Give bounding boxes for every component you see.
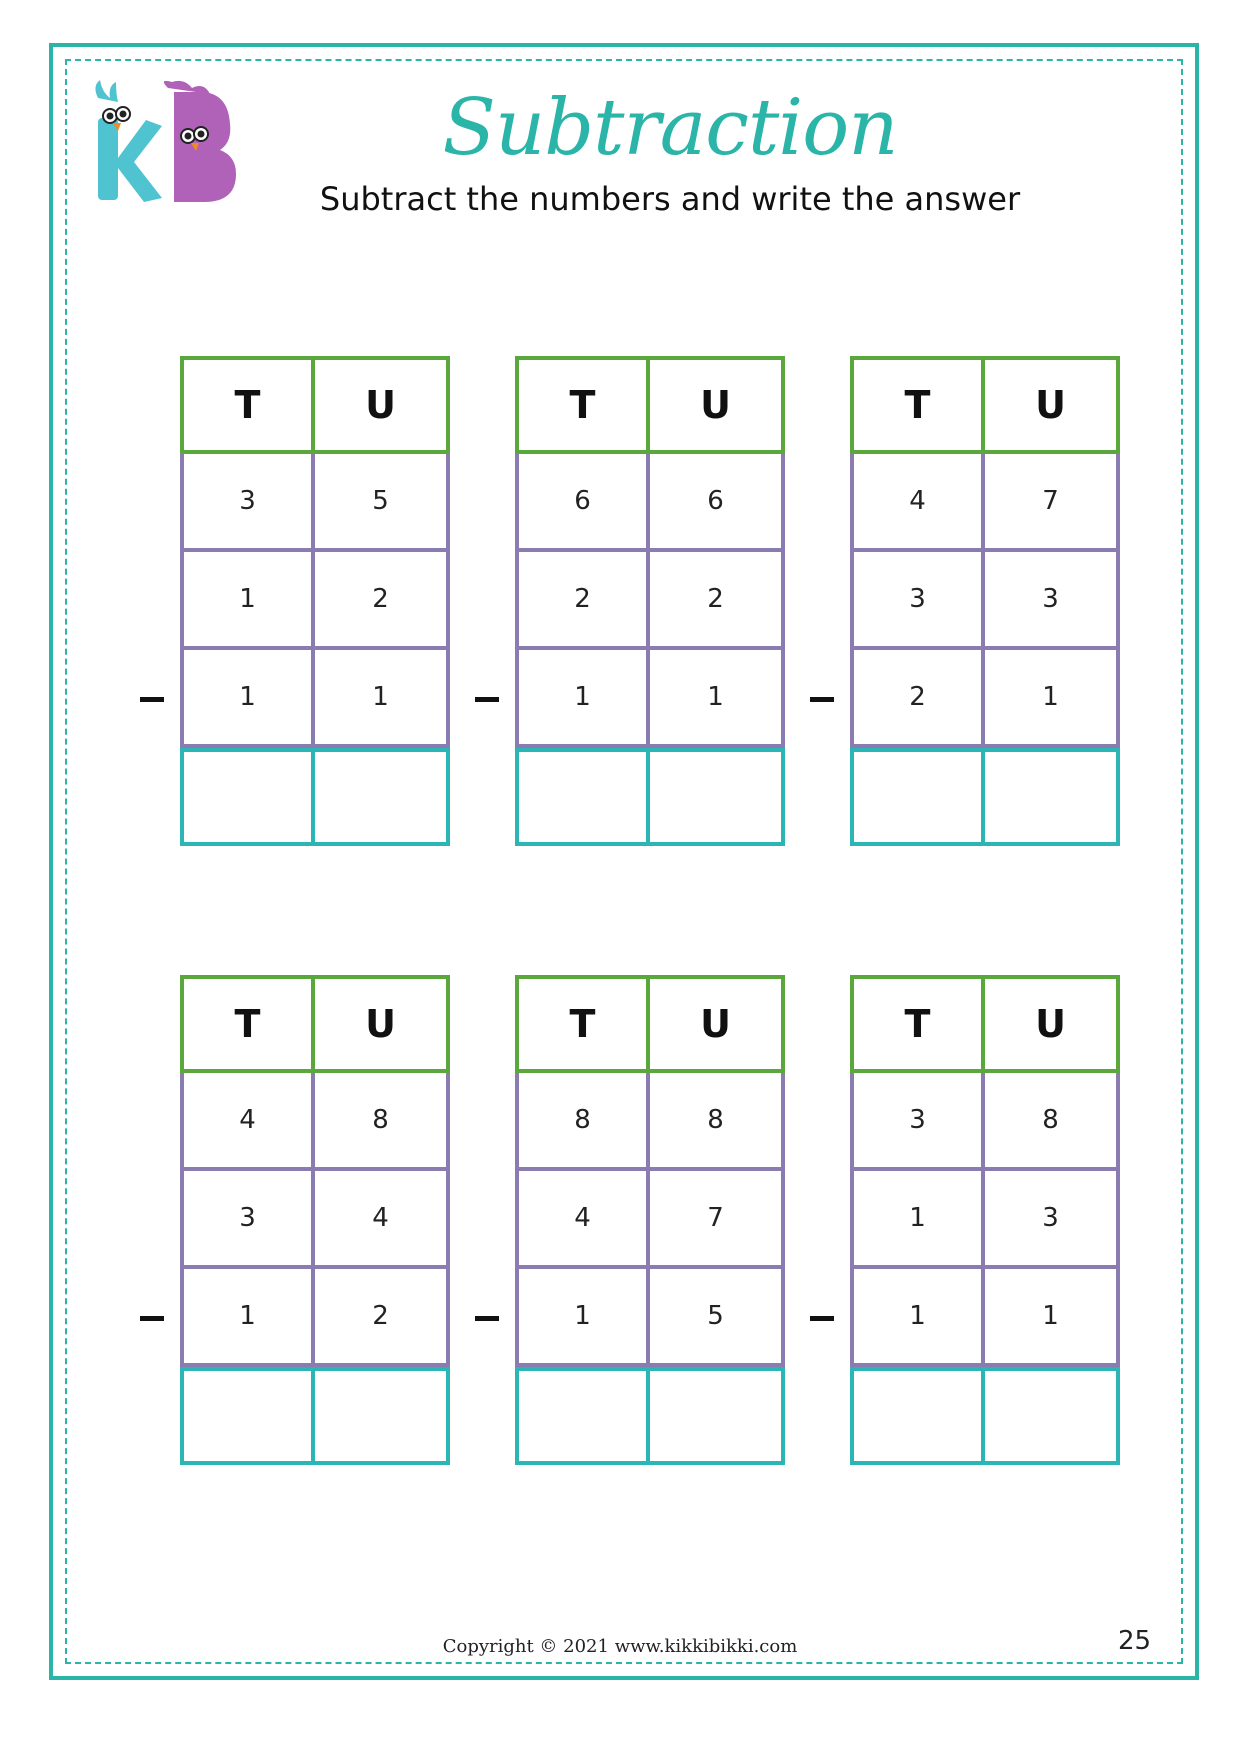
minus-sign — [140, 1316, 164, 1321]
tens-digit: 4 — [180, 1073, 315, 1171]
copyright-footer: Copyright © 2021 www.kikkibikki.com — [442, 1636, 798, 1657]
place-value-grid — [515, 975, 785, 1465]
units-digit: 1 — [650, 650, 785, 748]
units-digit: 2 — [315, 1269, 450, 1367]
minus-sign — [140, 697, 164, 702]
tens-digit: 1 — [850, 1171, 985, 1269]
minus-sign — [810, 1316, 834, 1321]
subtraction-problem — [810, 356, 1170, 856]
tens-digit: 3 — [180, 454, 315, 552]
tens-digit: 2 — [850, 650, 985, 748]
answer-tens-box[interactable] — [515, 1367, 650, 1465]
units-digit: 4 — [315, 1171, 450, 1269]
answer-tens-box[interactable] — [180, 1367, 315, 1465]
units-digit: 6 — [650, 454, 785, 552]
units-digit: 8 — [650, 1073, 785, 1171]
units-digit: 7 — [650, 1171, 785, 1269]
tens-header: T — [850, 356, 985, 454]
units-header: U — [985, 975, 1120, 1073]
units-digit: 5 — [650, 1269, 785, 1367]
answer-units-box[interactable] — [650, 748, 785, 846]
units-digit: 1 — [985, 650, 1120, 748]
place-value-grid — [850, 356, 1120, 846]
subtraction-problem — [475, 356, 835, 856]
answer-units-box[interactable] — [985, 748, 1120, 846]
units-header: U — [985, 356, 1120, 454]
units-digit: 3 — [985, 552, 1120, 650]
minus-sign — [810, 697, 834, 702]
units-digit: 1 — [985, 1269, 1120, 1367]
tens-header: T — [515, 975, 650, 1073]
answer-tens-box[interactable] — [180, 748, 315, 846]
tens-header: T — [180, 356, 315, 454]
place-value-grid — [180, 356, 450, 846]
units-header: U — [650, 975, 785, 1073]
minus-sign — [475, 1316, 499, 1321]
answer-tens-box[interactable] — [850, 1367, 985, 1465]
units-digit: 5 — [315, 454, 450, 552]
tens-header: T — [180, 975, 315, 1073]
units-digit: 2 — [315, 552, 450, 650]
units-header: U — [650, 356, 785, 454]
answer-tens-box[interactable] — [850, 748, 985, 846]
tens-digit: 1 — [180, 552, 315, 650]
units-header: U — [315, 356, 450, 454]
units-header: U — [315, 975, 450, 1073]
place-value-grid — [515, 356, 785, 846]
page-title: Subtraction — [442, 83, 898, 173]
tens-digit: 1 — [515, 650, 650, 748]
answer-units-box[interactable] — [650, 1367, 785, 1465]
tens-digit: 4 — [515, 1171, 650, 1269]
tens-digit: 1 — [850, 1269, 985, 1367]
units-digit: 7 — [985, 454, 1120, 552]
tens-digit: 1 — [515, 1269, 650, 1367]
tens-digit: 1 — [180, 650, 315, 748]
tens-header: T — [515, 356, 650, 454]
units-digit: 2 — [650, 552, 785, 650]
subtraction-problem — [140, 356, 500, 856]
answer-tens-box[interactable] — [515, 748, 650, 846]
minus-sign — [475, 697, 499, 702]
answer-units-box[interactable] — [985, 1367, 1120, 1465]
tens-digit: 3 — [180, 1171, 315, 1269]
units-digit: 8 — [315, 1073, 450, 1171]
tens-digit: 3 — [850, 552, 985, 650]
subtraction-problem — [475, 975, 835, 1475]
tens-digit: 1 — [180, 1269, 315, 1367]
instructions: Subtract the numbers and write the answer — [319, 180, 1021, 218]
units-digit: 3 — [985, 1171, 1120, 1269]
units-digit: 8 — [985, 1073, 1120, 1171]
tens-digit: 6 — [515, 454, 650, 552]
logo-b-icon — [164, 81, 236, 202]
units-digit: 1 — [315, 650, 450, 748]
kikkibikki-logo — [88, 78, 248, 213]
answer-units-box[interactable] — [315, 1367, 450, 1465]
tens-digit: 8 — [515, 1073, 650, 1171]
place-value-grid — [850, 975, 1120, 1465]
answer-units-box[interactable] — [315, 748, 450, 846]
tens-digit: 3 — [850, 1073, 985, 1171]
subtraction-problem — [140, 975, 500, 1475]
page-number: 25 — [1118, 1626, 1152, 1656]
logo-k-icon — [95, 80, 162, 202]
tens-digit: 4 — [850, 454, 985, 552]
tens-header: T — [850, 975, 985, 1073]
place-value-grid — [180, 975, 450, 1465]
subtraction-problem — [810, 975, 1170, 1475]
tens-digit: 2 — [515, 552, 650, 650]
